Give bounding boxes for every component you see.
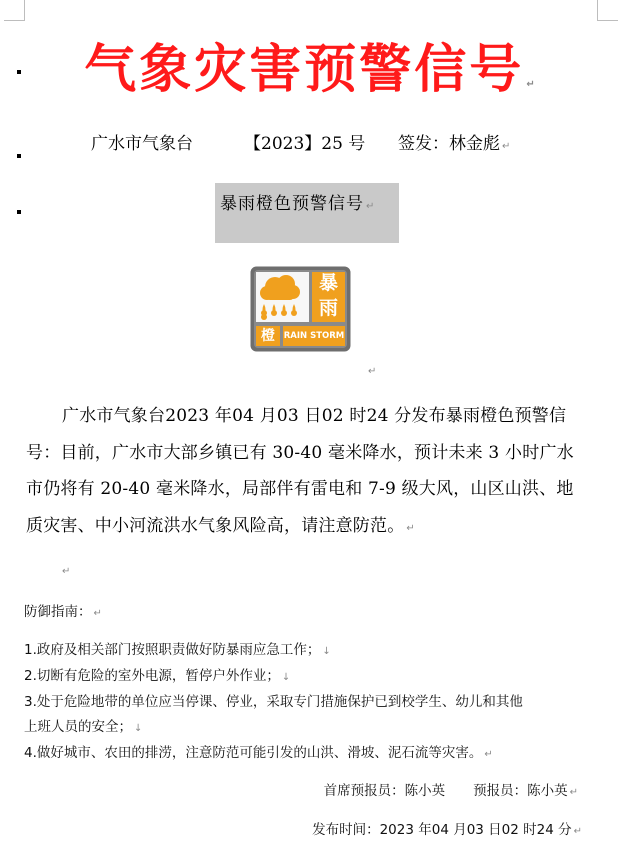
release-time: 发布时间：2023 年04 月03 日02 时24 分 ↵	[312, 822, 582, 838]
forecaster: 预报员：陈小英	[473, 783, 568, 799]
list-bullet	[17, 154, 21, 158]
signal-name: 暴雨橙色预警信号	[220, 194, 364, 214]
list-item: 1.政府及相关部门按照职责做好防暴雨应急工作； ↓	[24, 642, 331, 658]
paragraph-mark: ↵	[502, 141, 511, 152]
document-title: 气象灾害预警信号 ↵	[84, 39, 538, 100]
page-corner-mark	[597, 0, 618, 21]
icon-char-top: 暴	[318, 272, 338, 294]
paragraph-mark: ↵	[406, 522, 415, 534]
guide-title: 防御指南： ↵	[24, 604, 102, 620]
warning-body: 广水市气象台2023 年04 月03 日02 时24 分发布暴雨橙色预警信号：目前，广水市大部乡镇已有 30-40 毫米降水，预计未来 3 小时广水市仍将有 20-40 毫米降水，局部伴有雷电和 7-9 级大风，山区山洪、地质灾害、中小河流洪水气象风险高，请注意防范。 ↵	[26, 406, 574, 536]
page-corner-mark	[4, 0, 25, 21]
list-bullet	[17, 210, 21, 214]
paragraph-mark: ↵	[368, 366, 377, 377]
icon-level-char: 橙	[261, 328, 275, 344]
paragraph-mark: ↵	[526, 79, 538, 90]
icon-char-bottom: 雨	[318, 297, 338, 319]
list-item: 2.切断有危险的室外电源，暂停户外作业； ↓	[24, 668, 291, 684]
list-item: 3.处于危险地带的单位应当停课、停业，采取专门措施保护已到校学生、幼儿和其他	[24, 694, 523, 710]
rainstorm-orange-icon	[250, 266, 351, 352]
paragraph-mark: ↵	[62, 566, 71, 577]
signal-name-box	[215, 183, 399, 243]
document-number: 【2023】25 号	[244, 134, 366, 154]
line-break-mark: ↓	[134, 723, 143, 734]
chief-forecaster: 首席预报员：陈小英	[323, 783, 446, 799]
paragraph-mark: ↵	[573, 826, 582, 837]
icon-english-label: RAIN STORM	[283, 331, 345, 341]
issuer: 签发：林金彪 ↵	[398, 134, 511, 154]
paragraph-mark: ↵	[93, 608, 102, 619]
line-break-mark: ↓	[281, 672, 291, 683]
paragraph-mark: ↵	[569, 787, 578, 798]
guide-list	[24, 638, 584, 767]
list-item: 上班人员的安全； ↓	[24, 719, 143, 735]
paragraph-mark: ↵	[484, 749, 493, 760]
line-break-mark: ↓	[322, 646, 331, 657]
forecaster-line	[324, 779, 578, 799]
list-item: 4.做好城市、农田的排涝，注意防范可能引发的山洪、滑坡、泥石流等灾害。 ↵	[24, 745, 493, 761]
station-name: 广水市气象台	[91, 134, 193, 154]
paragraph-mark: ↵	[366, 201, 376, 212]
